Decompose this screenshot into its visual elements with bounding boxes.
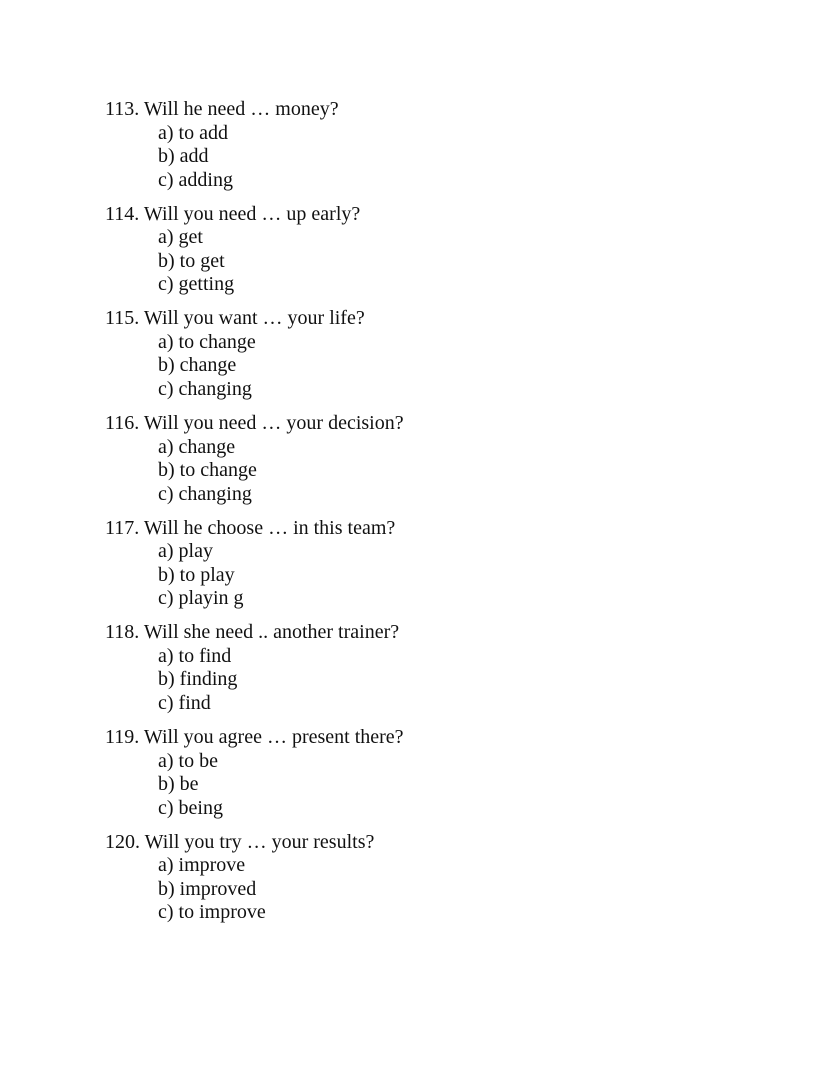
question-block: [105, 517, 404, 611]
answer-option: a) to be: [158, 749, 218, 772]
answer-option: a) play: [158, 540, 213, 563]
question-number: 116.: [105, 412, 140, 435]
answer-option: c) changing: [158, 377, 252, 400]
question-text: [105, 621, 404, 645]
answer-option: c) to improve: [158, 901, 266, 924]
answer-option: b) add: [158, 145, 209, 167]
question-list: [105, 98, 404, 936]
question-stem: Will you need … your decision?: [143, 412, 404, 435]
question-block: [105, 203, 404, 297]
question-stem: Will you need … up early?: [143, 202, 361, 225]
question-stem: Will she need .. another trainer?: [143, 621, 400, 644]
question-number: 119.: [105, 726, 140, 749]
answer-option: c) playin g: [158, 587, 244, 610]
answer-option: b) to get: [158, 249, 225, 272]
question-stem: Will he choose … in this team?: [143, 516, 396, 539]
question-text: [105, 726, 404, 750]
question-text: [105, 517, 404, 541]
answer-option: c) changing: [158, 482, 252, 505]
question-number: 113.: [105, 98, 140, 120]
answer-option: a) change: [158, 435, 236, 458]
question-text: [105, 203, 404, 227]
answer-option: b) improved: [158, 877, 257, 900]
question-text: [105, 831, 404, 855]
answer-option: c) getting: [158, 273, 235, 296]
answer-option: c) find: [158, 691, 211, 714]
answer-option: a) to find: [158, 644, 232, 667]
question-number: 114.: [105, 202, 140, 225]
question-number: 120.: [105, 830, 140, 853]
question-block: [105, 831, 404, 925]
answer-option: a) to change: [158, 330, 256, 353]
answer-option: c) adding: [158, 168, 233, 191]
question-block: [105, 98, 404, 192]
answer-option: b) be: [158, 773, 199, 796]
answer-option: a) get: [158, 226, 203, 249]
question-text: [105, 307, 404, 331]
question-number: 115.: [105, 307, 140, 330]
answer-option: b) change: [158, 354, 237, 377]
question-text: [105, 412, 404, 436]
answer-option: b) finding: [158, 668, 238, 691]
question-stem: Will he need … money?: [143, 98, 339, 120]
question-number: 117.: [105, 516, 140, 539]
answer-option: b) to change: [158, 459, 257, 482]
question-number: 118.: [105, 621, 140, 644]
question-block: [105, 307, 404, 401]
question-stem: Will you agree … present there?: [143, 726, 404, 749]
question-stem: Will you try … your results?: [144, 830, 375, 853]
question-block: [105, 412, 404, 506]
answer-option: a) to add: [158, 121, 228, 144]
answer-option: c) being: [158, 796, 223, 819]
question-block: [105, 726, 404, 820]
answer-option: b) to play: [158, 563, 235, 586]
question-stem: Will you want … your life?: [143, 307, 365, 330]
question-text: [105, 98, 404, 122]
answer-option: a) improve: [158, 854, 246, 877]
question-block: [105, 621, 404, 715]
